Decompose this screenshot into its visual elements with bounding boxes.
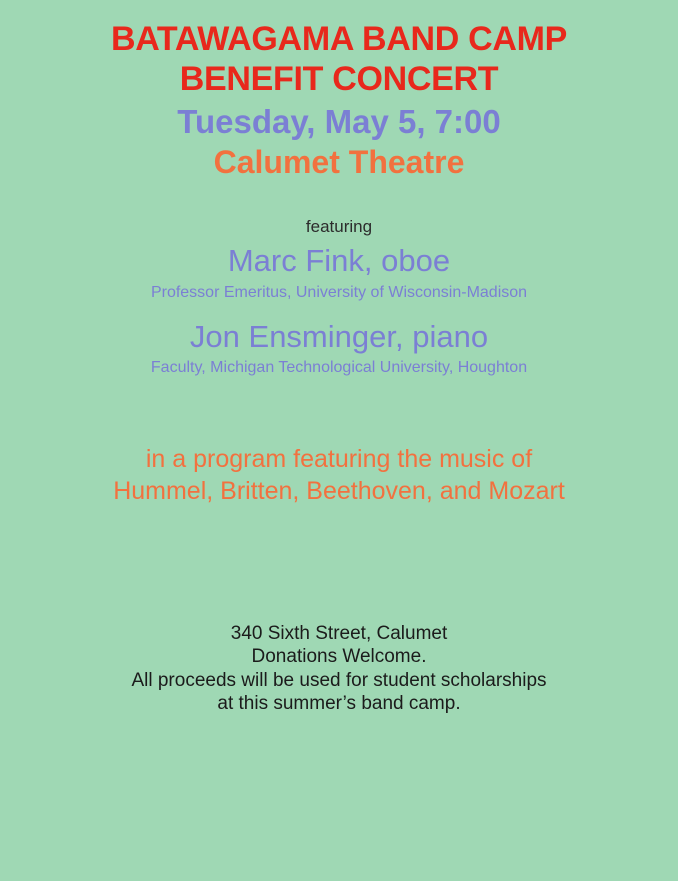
performer-1-name: Marc Fink, oboe [227,242,451,278]
performer-2-affiliation: Faculty, Michigan Technological University, Houghton [150,359,528,377]
proceeds-note-line-1: All proceeds will be used for student scholarships [131,669,547,691]
headline-block [0,0,678,181]
venue-address: 340 Sixth Street, Calumet [230,623,448,645]
featuring-label: featuring [305,216,373,236]
event-date-time: Tuesday, May 5, 7:00 [177,103,501,141]
featuring-block [0,217,678,377]
program-line-1: in a program featuring the music of [145,445,533,474]
event-venue: Calumet Theatre [213,144,465,181]
program-line-2: Hummel, Britten, Beethoven, and Mozart [113,477,565,506]
poster-title-line-1: BATAWAGAMA BAND CAMP [110,20,568,58]
program-block [0,445,678,505]
performer-1-affiliation: Professor Emeritus, University of Wisconsin-Madison [150,283,528,301]
poster-title-line-2: BENEFIT CONCERT [179,60,499,99]
donations-note: Donations Welcome. [251,646,427,668]
performer-2-name: Jon Ensminger, piano [189,318,489,354]
proceeds-note-line-2: at this summer’s band camp. [217,693,461,715]
details-block [0,623,678,714]
